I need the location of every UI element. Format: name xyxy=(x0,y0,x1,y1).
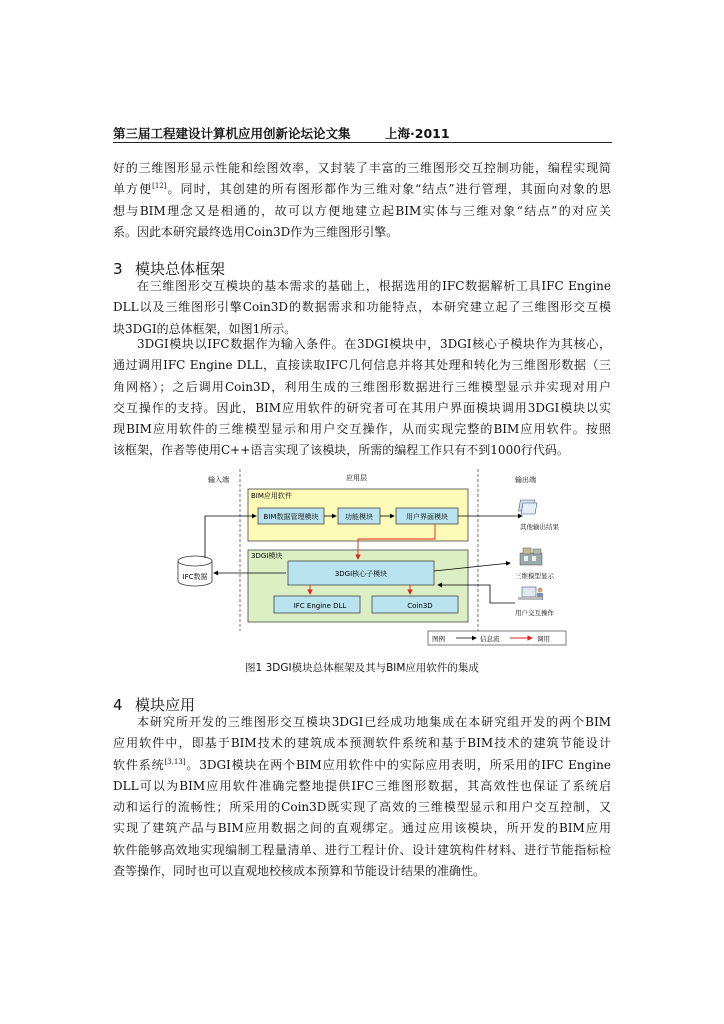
text-line: DLL可以为BIM应用软件准确完整地提供IFC三维图形数据，其高效性也保证了系统启 xyxy=(113,778,611,793)
dgi-module-label: 3DGI模块 xyxy=(251,552,283,560)
text-line: 好的三维图形显示性能和绘图效率，又封装了丰富的三维图形交互控制功能，编程实现简 xyxy=(113,161,611,175)
place-year: 上海·2011 xyxy=(385,126,450,141)
text-line: 查等操作，同时也可以直观地校核成本预算和节能设计结果的准确性。 xyxy=(113,864,486,879)
text-segment: 。3DGI模块在两个BIM应用软件中的实际应用表明，所采用的IFC Engine xyxy=(185,757,611,772)
conference-title: 第三届工程建设计算机应用创新论坛论文集 xyxy=(113,126,351,141)
text-line: DLL以及三维图形引擎Coin3D的数据需求和功能特点，本研究建立起了三维图形交互模 xyxy=(113,300,611,315)
text-line: 该框架，作者等使用C++语言实现了该模块，所需的编程工作只有不到1000行代码。 xyxy=(113,443,569,458)
text-line xyxy=(113,179,611,200)
user-interaction-label: 用户交互操作 xyxy=(515,609,554,617)
app-column-label: 应用层 xyxy=(346,474,367,482)
citation: [3,13] xyxy=(164,757,186,766)
text-line xyxy=(113,755,611,776)
bim-data-module-label: BIM数据管理模块 xyxy=(263,513,319,521)
text-line: 3DGI模块以IFC数据作为输入条件。在3DGI模块中，3DGI核心子模块作为其核心， xyxy=(137,337,611,351)
bim-software-label: BIM应用软件 xyxy=(251,492,292,500)
section-number: 4 xyxy=(113,696,123,714)
text-line: 本研究所开发的三维图形交互模块3DGI已经成功地集成在本研究组开发的两个BIM xyxy=(137,715,611,729)
legend-title: 图例 xyxy=(432,635,445,643)
paragraph-framework xyxy=(113,276,611,340)
coin3d-label: Coin3D xyxy=(407,602,433,610)
figure-caption: 图1 3DGI模块总体框架及其与BIM应用软件的集成 xyxy=(245,662,479,674)
building-model-icon xyxy=(520,548,542,565)
user-computer-icon xyxy=(518,587,543,600)
text-line: 系。因此本研究最终选用Coin3D作为三维图形引擎。 xyxy=(113,224,399,239)
ui-module-label: 用户界面模块 xyxy=(406,513,448,521)
section-title: 模块应用 xyxy=(135,696,196,714)
text-line: 实现了建筑产品与BIM应用数据之间的直观绑定。通过应用该模块，所开发的BIM应用 xyxy=(113,821,611,836)
ifc-data-label: IFC数据 xyxy=(182,573,208,581)
text-line: 现BIM应用软件的三维模型显示和用户交互操作，从而实现完整的BIM应用软件。按照 xyxy=(113,422,611,437)
section-number: 3 xyxy=(113,260,123,278)
header-rule xyxy=(113,142,612,143)
text-segment: 软件系统 xyxy=(113,757,165,772)
legend-call-label: 调用 xyxy=(537,635,550,643)
text-line: 动和运行的流畅性；所采用的Coin3D既实现了高效的三维模型显示和用户交互控制，又 xyxy=(113,800,611,815)
paragraph-3dgi xyxy=(113,334,611,462)
dgi-core-label: 3DGI核心子模块 xyxy=(334,570,388,578)
citation: [12] xyxy=(152,182,167,191)
legend-info-flow-label: 信息流 xyxy=(480,635,500,643)
text-line: 应用软件中，即基于BIM技术的建筑成本预测软件系统和基于BIM技术的建筑节能设计 xyxy=(113,736,611,751)
section-title: 模块总体框架 xyxy=(135,260,226,278)
report-icon xyxy=(519,500,537,514)
ifc-data-cylinder xyxy=(178,556,212,586)
paragraph-application xyxy=(113,712,611,882)
text-line: 想与BIM理念又是相通的，故可以方便地建立起BIM实体与三维对象“结点”的对应关 xyxy=(113,203,611,218)
output-column-label: 输出端 xyxy=(515,476,536,484)
ifc-engine-label: IFC Engine DLL xyxy=(293,602,347,610)
text-line: 交互操作的支持。因此，BIM应用软件的研究者可在其用户界面模块调用3DGI模块以实 xyxy=(113,400,611,415)
paragraph-intro xyxy=(113,158,611,243)
text-segment: 。同时，其创建的所有图形都作为三维对象“结点”进行管理，其面向对象的思 xyxy=(166,182,611,197)
text-line: 角网格）；之后调用Coin3D，利用生成的三维图形数据进行三维模型显示并实现对用户 xyxy=(113,379,611,394)
other-output-label: 其他输出结果 xyxy=(520,523,559,531)
function-module-label: 功能模块 xyxy=(345,513,373,521)
input-column-label: 输入端 xyxy=(208,476,229,484)
text-line: 在三维图形交互模块的基本需求的基础上，根据选用的IFC数据解析工具IFC Engine xyxy=(137,279,611,293)
text-line: 软件能够高效地实现编制工程量清单、进行工程计价、设计建筑构件材料、进行节能指标检 xyxy=(113,842,611,857)
model-display-label: 三维模型显示 xyxy=(515,572,554,580)
figure-3dgi-framework xyxy=(170,463,570,653)
text-segment: 单方便 xyxy=(113,182,153,197)
text-line: 通过调用IFC Engine DLL，直接读取IFC几何信息并将其处理和转化为三维图形数据（三 xyxy=(113,358,611,373)
text-line: 块3DGI的总体框架，如图1所示。 xyxy=(113,321,297,336)
